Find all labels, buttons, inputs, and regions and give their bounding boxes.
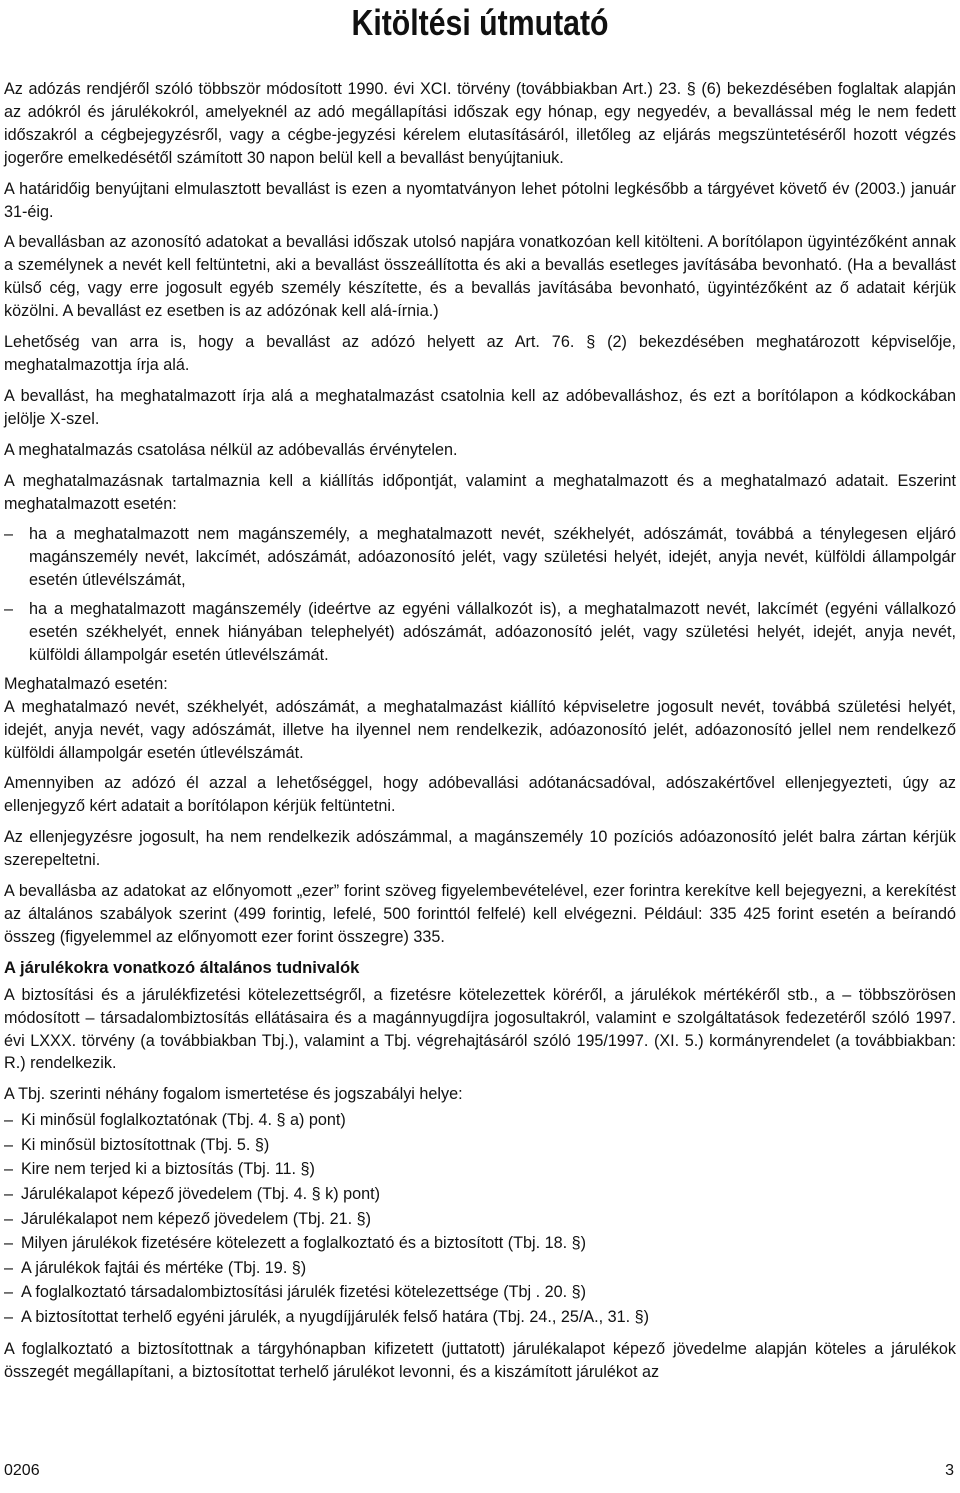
list-item: – ha a meghatalmazott magánszemély (ideértve az egyéni vállalkozót is), a meghatalmazott nevét, lakcímét (egyéni vállalkozó esetén székhelyét, ennek hiányában telephelyét) adószámát, adóazonosító jelét, vagy születési helyét, idejét, anyja nevét, külföldi állampolgár esetén útlevélszámát. xyxy=(4,598,956,667)
paragraph: Amennyiben az adózó él azzal a lehetőséggel, hogy adóbevallási adótanácsadóval, adószakértővel ellenjegyezteti, úgy az ellenjegyző kért adatait a borítólapon kérjük feltüntetni. xyxy=(4,774,956,816)
paragraph: A Tbj. szerinti néhány fogalom ismertetése és jogszabályi helye: xyxy=(4,1085,463,1104)
paragraph: A foglalkoztató a biztosítottnak a tárgyhónapban kifizetett (juttatott) járulékalapot képező jövedelme alapján köteles a járulékok összegét megállapítani, a biztosítottat terhelő járulékot levonni, és a kiszámított járulékot az xyxy=(4,1339,956,1381)
paragraph: A biztosítási és a járulékfizetési kötelezettségről, a fizetésre kötelezettek köréről, a járulékok mértékéről stb., a – többszörösen módosított – társadalombiztosítás ellátásaira és a magánnyugdíjra jogosultakról, valamint e szolgáltatások fedezetéről szóló 1997. évi LXXX. törvény (a továbbiakban Tbj.), valamint a Tbj. végrehajtásáról szóló 195/1997. (XI. 5.) kormányrendelet (a továbbiakban: R.) rendelkezik. xyxy=(4,985,956,1073)
paragraph: Az ellenjegyzésre jogosult, ha nem rendelkezik adószámmal, a magánszemély 10 pozíciós adóazonosító jelét balra zártan kérjük szerepeltetni. xyxy=(4,828,956,870)
page-number: 3 xyxy=(945,1462,954,1479)
meghatalmazo-label: Meghatalmazó esetén: xyxy=(4,674,168,693)
list-item: – ha a meghatalmazott nem magánszemély, a meghatalmazott nevét, székhelyét, adószámát, továbbá a ténylegesen eljáró magánszemély nevét, lakcímét, adószámát, adóazonosító jelét, vagy születési helyét, idejét, anyja nevét, külföldi állampolgár esetén útlevélszámát, xyxy=(4,523,956,592)
list-item: – Ki minősül biztosítottnak (Tbj. 5. §) xyxy=(4,1133,956,1158)
paragraph: Az adózás rendjéről szóló többször módosított 1990. évi XCI. törvény (továbbiakban Art.) 23. § (6) bekezdésében foglaltak alapján az adókról és járulékokról, amelyeknél az adó megállapítási időszak egy hónap, egy negyedév, a bevallással még le nem fedett időszakról a cégbejegyzésről, vagy a cégbe-jegyzési kérelem elutasításáról, illetőleg az eljárás megszüntetéséről hozott végzés jogerőre emelkedésétől számított 30 napon belül kell a bevallást benyújtaniuk. xyxy=(4,80,956,167)
section-heading: A járulékokra vonatkozó általános tudnivalók xyxy=(4,957,360,977)
paragraph: A bevallásba az adatokat az előnyomott „ezer” forint szöveg figyelembevételével, ezer forintra kerekítve kell bejegyezni, a kerekítést az általános szabályok szerint (499 forintig, lefelé, 500 forinttól felfelé) kell elvégezni. Például: 335 425 forint esetén a beírandó összeg (figyelemmel az előnyomott ezer forint összegre) 335. xyxy=(4,882,956,946)
document-body xyxy=(4,78,956,1391)
list-item: – Ki minősül foglalkoztatónak (Tbj. 4. § a) pont) xyxy=(4,1108,956,1133)
list-item: – A járulékok fajtái és mértéke (Tbj. 19. §) xyxy=(4,1256,956,1281)
list-item: – Kire nem terjed ki a biztosítás (Tbj. 11. §) xyxy=(4,1157,956,1182)
paragraph: Lehetőség van arra is, hogy a bevallást az adózó helyett az Art. 76. § (2) bekezdésében meghatározott képviselője, meghatalmazottja írja alá. xyxy=(4,333,956,374)
paragraph: A határidőig benyújtani elmulasztott bevallást is ezen a nyomtatványon lehet pótolni legkésőbb a tárgyévet követő év (2003.) január 31-éig. xyxy=(4,179,956,221)
paragraph: A bevallást, ha meghatalmazott írja alá a meghatalmazást csatolnia kell az adóbevalláshoz, és ezt a borítólapon a kódkockában jelölje X-szel. xyxy=(4,386,956,428)
list-item: – Járulékalapot nem képező jövedelem (Tbj. 21. §) xyxy=(4,1207,956,1232)
page-title: Kitöltési útmutató xyxy=(351,2,609,43)
paragraph: A bevallásban az azonosító adatokat a bevallási időszak utolsó napjára vonatkozóan kell kitölteni. A borítólapon ügyintézőként annak a személynek a nevét kell feltüntetni, aki a bevallást összeállította és aki a bevallás esetleges javításába bevonható. (Ha a bevallást külső cég, vagy erre jogosult egyéb személy készítette, és a bevallás javításába bevonható, ügyintézőként az ő adatait kérjük közölni. A bevallást ez esetben is az adózónak kell alá-írnia.) xyxy=(4,233,956,321)
tbj-concepts-list xyxy=(4,1108,956,1329)
paragraph: A meghatalmazó nevét, székhelyét, adószámát, a meghatalmazást kiállító képviseletre jogosult nevét, továbbá születési helyét, idejét, anyja nevét, vagy adószámát, illetve ha ilyennel nem rendelkezik, adóazonosító jelét, adóazonosító jellel nem rendelkező külföldi állampolgár esetén útlevélszámát. xyxy=(4,697,956,762)
list-item: – Milyen járulékok fizetésére kötelezett a foglalkoztató és a biztosított (Tbj. 18. §) xyxy=(4,1231,956,1256)
form-code: 0206 xyxy=(4,1462,40,1479)
list-item: – A foglalkoztató társadalombiztosítási járulék fizetési kötelezettsége (Tbj . 20. §) xyxy=(4,1280,956,1305)
paragraph: A meghatalmazás csatolása nélkül az adóbevallás érvénytelen. xyxy=(4,440,458,459)
paragraph: A meghatalmazásnak tartalmaznia kell a kiállítás időpontját, valamint a meghatalmazott és a meghatalmazó adatait. Eszerint meghatalmazott esetén: xyxy=(4,471,956,513)
list-item: – A biztosítottat terhelő egyéni járulék, a nyugdíjjárulék felső határa (Tbj. 24., 25/A., 31. §) xyxy=(4,1305,956,1330)
list-item: – Járulékalapot képező jövedelem (Tbj. 4. § k) pont) xyxy=(4,1182,956,1207)
meghatalmazott-list xyxy=(4,523,956,666)
